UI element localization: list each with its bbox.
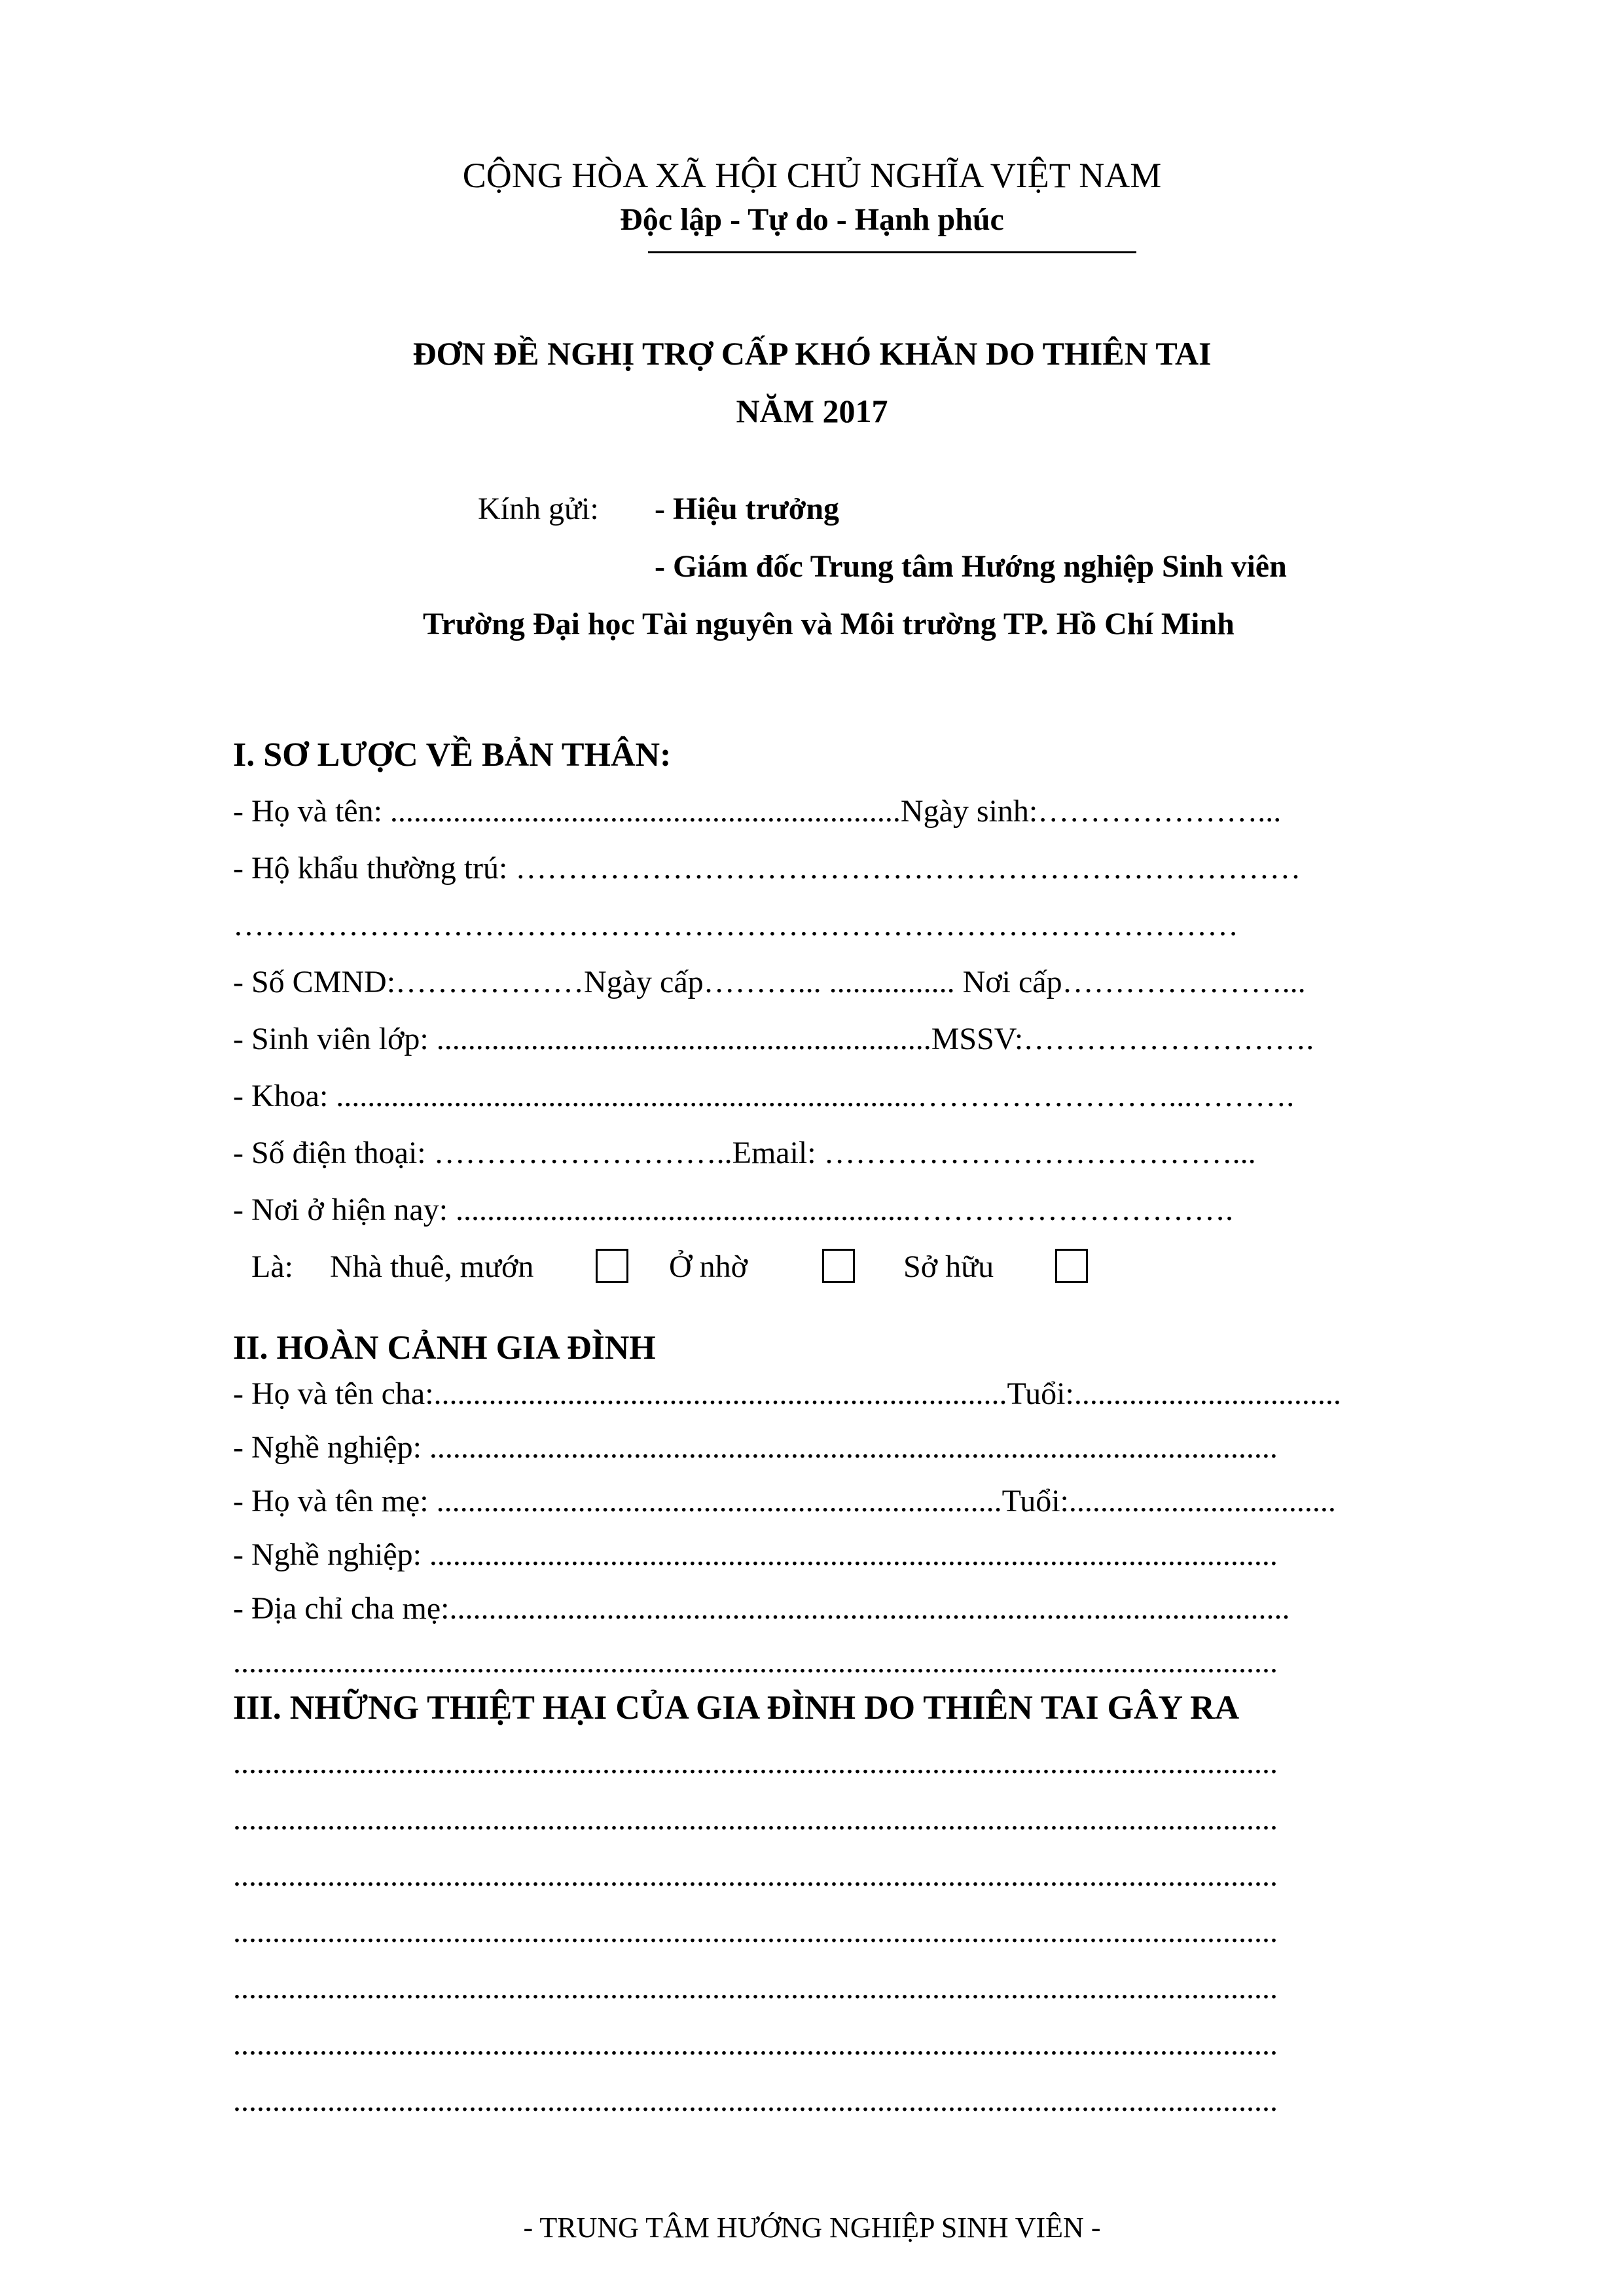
option-rent-label: Nhà thuê, mướn — [330, 1249, 534, 1284]
form-year: NĂM 2017 — [736, 393, 888, 429]
checkbox-rent[interactable] — [596, 1249, 628, 1283]
field-phone-email[interactable]: - Số điện thoại: ………………………..Email: …………………………………... — [233, 1136, 1256, 1170]
option-own-label: Sở hữu — [903, 1249, 994, 1284]
damage-line[interactable]: ..................................................................................................................................... — [233, 2083, 1278, 2118]
damage-line[interactable]: ..................................................................................................................................... — [233, 2027, 1278, 2062]
recipient-principal: - Hiệu trưởng — [655, 492, 840, 526]
form-title: ĐƠN ĐỀ NGHỊ TRỢ CẤP KHÓ KHĂN DO THIÊN TAI — [412, 335, 1212, 372]
field-mother-name-age[interactable]: - Họ và tên mẹ: ........................................................................Tuổi:.................................. — [233, 1484, 1336, 1518]
field-id-card[interactable]: - Số CMND:………………Ngày cấp………... ................ Nơi cấp…………………... — [233, 965, 1306, 999]
section-2-heading: II. HOÀN CẢNH GIA ĐÌNH — [233, 1329, 656, 1367]
nation-header: CỘNG HÒA XÃ HỘI CHỦ NGHĨA VIỆT NAM — [462, 156, 1162, 195]
damage-line[interactable]: ..................................................................................................................................... — [233, 1802, 1278, 1837]
field-parents-address-cont[interactable]: ..................................................................................................................................... — [233, 1645, 1278, 1679]
section-3-heading: III. NHỮNG THIỆT HẠI CỦA GIA ĐÌNH DO THIÊN TAI GÂY RA — [233, 1689, 1240, 1727]
recipient-director: - Giám đốc Trung tâm Hướng nghiệp Sinh viên — [655, 549, 1287, 584]
damage-line[interactable]: ..................................................................................................................................... — [233, 1858, 1278, 1893]
motto: Độc lập - Tự do - Hạnh phúc — [620, 202, 1004, 237]
field-father-name-age[interactable]: - Họ và tên cha:.........................................................................Tuổi:.................................. — [233, 1376, 1341, 1411]
field-mother-job[interactable]: - Nghề nghiệp: ............................................................................................................ — [233, 1537, 1278, 1572]
field-faculty[interactable]: - Khoa: ..........................................................................……………………...………. — [233, 1079, 1295, 1113]
field-class-student-id[interactable]: - Sinh viên lớp: ...............................................................MSSV:………………………. — [233, 1022, 1314, 1056]
field-household[interactable]: - Hộ khẩu thường trú: ………………………………………………………………… — [233, 851, 1301, 886]
section-1-heading: I. SƠ LƯỢC VỀ BẢN THÂN: — [233, 736, 672, 774]
damage-line[interactable]: ..................................................................................................................................... — [233, 1971, 1278, 2005]
field-name-dob[interactable]: - Họ và tên: .................................................................Ngày sinh:…………………... — [233, 794, 1282, 829]
option-stay-label: Ở nhờ — [669, 1249, 748, 1284]
checkbox-stay[interactable] — [822, 1249, 855, 1283]
footer-center-name: - TRUNG TÂM HƯỚNG NGHIỆP SINH VIÊN - — [523, 2212, 1101, 2244]
field-residence[interactable]: - Nơi ở hiện nay: ..........................................................…………………………. — [233, 1193, 1234, 1227]
recipient-university: Trường Đại học Tài nguyên và Môi trường TP. Hồ Chí Minh — [423, 607, 1235, 641]
checkbox-own[interactable] — [1055, 1249, 1088, 1283]
motto-underline — [648, 251, 1136, 253]
damage-line[interactable]: ..................................................................................................................................... — [233, 1914, 1278, 1949]
field-household-cont[interactable]: …………………………………………………………………………………… — [233, 908, 1238, 942]
recipient-label: Kính gửi: — [478, 492, 599, 526]
field-father-job[interactable]: - Nghề nghiệp: ............................................................................................................ — [233, 1430, 1278, 1465]
residence-type-label: Là: — [251, 1249, 293, 1284]
damage-line[interactable]: ..................................................................................................................................... — [233, 1746, 1278, 1780]
field-parents-address[interactable]: - Địa chỉ cha mẹ:........................................................................................................... — [233, 1591, 1290, 1626]
